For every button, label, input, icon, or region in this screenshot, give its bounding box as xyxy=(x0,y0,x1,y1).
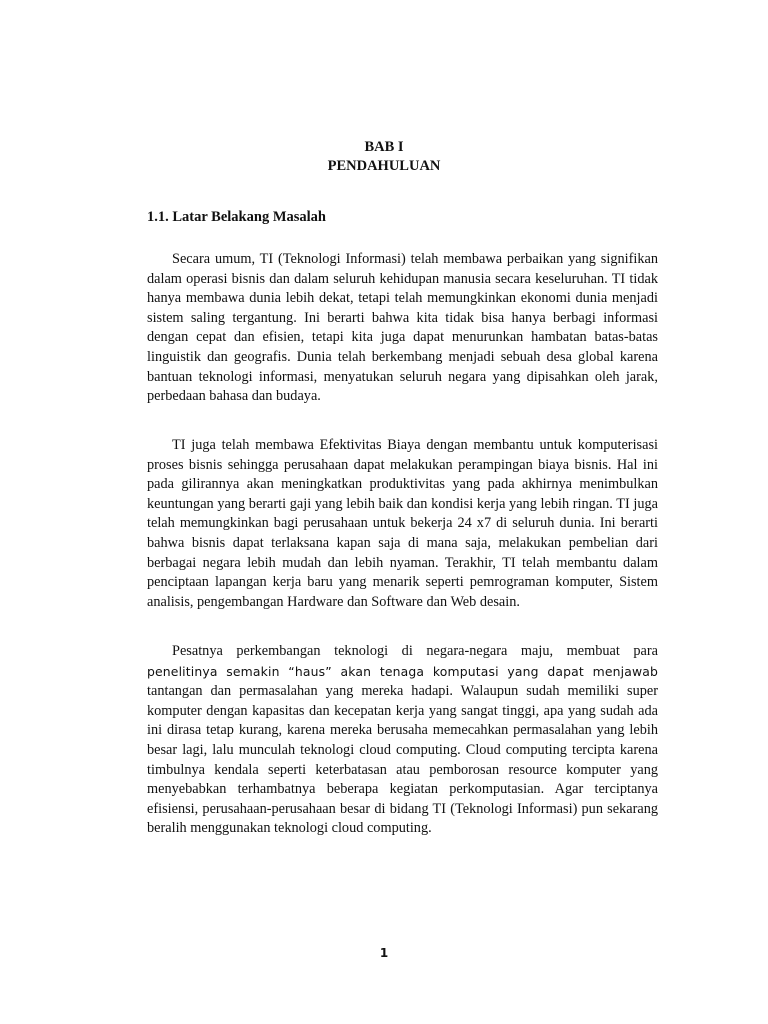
section-heading: 1.1. Latar Belakang Masalah xyxy=(147,209,326,225)
paragraph-3-rest: tantangan dan permasalahan yang mereka hadapi. Walaupun sudah memiliki super komputer dengan kapasitas dan kecepatan kerja yang sangat tinggi, apa yang sudah ada ini dirasa tetap kurang, karena mereka berusaha memecahkan permasalahan yang lebih besar lagi, lalu munculah teknologi cloud computing. Cloud computing tercipta karena timbulnya kendala seperti keterbatasan atau pemborosan resource komputer yang menyebabkan terhambatnya beberapa kegiatan perkomputasian. Agar terciptanya efisiensi, perusahaan-perusahaan besar di bidang TI (Teknologi Informasi) pun sekarang beralih menggunakan teknologi cloud computing. xyxy=(147,683,658,837)
paragraph-2: TI juga telah membawa Efektivitas Biaya dengan membantu untuk komputerisasi proses bisnis sehingga perusahaan dapat melakukan perampingan biaya bisnis. Hal ini pada gilirannya akan meningkatkan produktivitas yang pada akhirnya menimbulkan keuntungan yang berarti gaji yang lebih baik dan kondisi kerja yang lebih ringan. TI juga telah memungkinkan bagi perusahaan untuk bekerja 24 x7 di seluruh dunia. Ini berarti bahwa bisnis dapat terlaksana kapan saja di mana saja, melakukan pembelian dari berbagai negara lebih mudah dan lebih nyaman. Terakhir, TI telah membantu dalam penciptaan lapangan kerja baru yang menarik seperti pemrograman komputer, Sistem analisis, pengembangan Hardware dan Software dan Web desain. xyxy=(147,437,658,610)
chapter-number: BAB I xyxy=(364,139,404,155)
paragraph-1: Secara umum, TI (Teknologi Informasi) telah membawa perbaikan yang signifikan dalam operasi bisnis dan dalam seluruh kehidupan manusia secara keseluruhan. TI tidak hanya membawa dunia lebih dekat, tetapi telah memungkinkan ekonomi dunia menjadi sistem saling tergantung. Ini berarti bahwa kita tidak bisa hanya berbagi informasi dengan cepat dan efisien, tetapi kita juga dapat menurunkan hambatan batas-batas linguistik dan geografis. Dunia telah berkembang menjadi sebuah desa global karena bantuan teknologi informasi, menyatukan seluruh negara yang dipisahkan oleh jarak, perbedaan bahasa dan budaya. xyxy=(147,251,658,405)
paragraph-3-alt-font-line: penelitinya semakin “haus” akan tenaga komputasi yang dapat menjawab xyxy=(147,663,658,679)
paragraph-3-start: Pesatnya perkembangan teknologi di negara-negara maju, membuat para xyxy=(172,643,658,659)
chapter-title: PENDAHULUAN xyxy=(327,158,441,174)
paragraph-3 xyxy=(147,642,658,839)
page-number: 1 xyxy=(379,946,389,960)
